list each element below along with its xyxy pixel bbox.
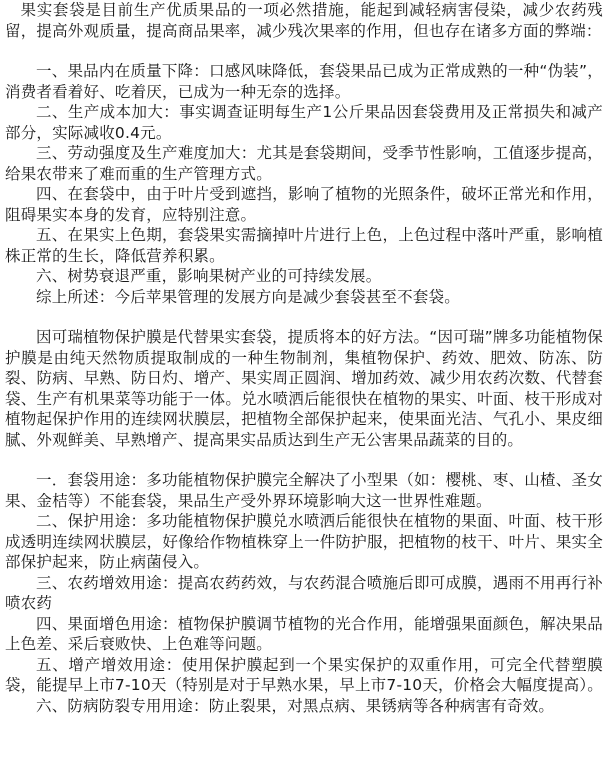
use-item-5: 五、增产增效用途：使用保护膜起到一个果实保护的双重作用，可完全代替塑膜袋，能提早上市7-10天（特别是对于早熟水果，早上市7-10天，价格会大幅度提高）。	[5, 655, 604, 694]
spacer	[5, 450, 603, 470]
drawback-item-5: 五、在果实上色期，套袋果实需摘掉叶片进行上色，上色过程中落叶严重，影响植株正常的生长，降低营养积累。	[5, 226, 603, 265]
spacer	[5, 41, 603, 61]
summary-paragraph: 综上所述：今后苹果管理的发展方向是减少套袋甚至不套袋。	[36, 287, 460, 306]
drawback-item-1: 一、果品内在质量下降：口感风味降低，套袋果品已成为正常成熟的一种“伪装”，消费者看着好、吃着厌，已成为一种无奈的选择。	[5, 62, 603, 101]
use-item-1: 一．套袋用途：多功能植物保护膜完全解决了小型果（如：樱桃、枣、山楂、圣女果、金桔等）不能套袋，果品生产受外界环境影响大这一世界性难题。	[5, 471, 603, 510]
drawback-item-4: 四、在套袋中，由于叶片受到遮挡，影响了植物的光照条件，破坏正常光和作用，阻碍果实本身的发育，应特别注意。	[5, 185, 603, 224]
drawback-item-2: 二、生产成本加大：事实调查证明每生产1公斤果品因套袋费用及正常损失和减产部分，实际减收0.4元。	[5, 103, 603, 142]
spacer	[5, 307, 603, 327]
document-body	[5, 0, 603, 716]
drawback-item-6: 六、树势衰退严重，影响果树产业的可持续发展。	[36, 267, 382, 285]
use-item-2: 二、保护用途：多功能植物保护膜兑水喷洒后能很快在植物的果面、叶面、枝干形成透明连续网状膜层，好像给作物植株穿上一件防护服，把植物的枝干、叶片、果实全部保护起来，防止病菌侵入。	[5, 512, 603, 571]
use-item-3: 三、农药增效用途：提高农药药效，与农药混合喷施后即可成膜，遇雨不用再行补喷农药	[5, 573, 603, 612]
intro-paragraph: 果实套袋是目前生产优质果品的一项必然措施，能起到减轻病害侵染，减少农药残留，提高外观质量，提高商品果率，减少残次果率的作用，但也存在诸多方面的弊端：	[5, 1, 603, 40]
use-item-4: 四、果面增色用途：植物保护膜调节植物的光合作用，能增强果面颜色，解决果品上色差、采后衰败快、上色难等问题。	[5, 614, 603, 653]
use-item-6: 六、防病防裂专用用途：防止裂果，对黑点病、果锈病等各种病害有奇效。	[36, 696, 555, 715]
product-intro-paragraph: 因可瑞植物保护膜是代替果实套袋，提质将本的好方法。“因可瑞”牌多功能植物保护膜是由纯天然物质提取制成的一种生物制剂，集植物保护、药效、肥效、防冻、防裂、防病、早熟、防日灼、增产、果实周正圆润、增加药效、减少用农药次数、代替套袋、生产有机果菜等功能于一体。兑水喷洒后能很快在植物的果实、叶面、枝干形成对植物起保护作用的连续网状膜层，把植物全部保护起来，使果面光洁、气孔小、果皮细腻、外观鲜美、早熟增产、提高果实品质达到生产无公害果品蔬菜的目的。	[5, 328, 603, 449]
drawback-item-3: 三、劳动强度及生产难度加大：尤其是套袋期间，受季节性影响，工值逐步提高，给果农带来了难而重的生产管理方式。	[5, 144, 603, 183]
